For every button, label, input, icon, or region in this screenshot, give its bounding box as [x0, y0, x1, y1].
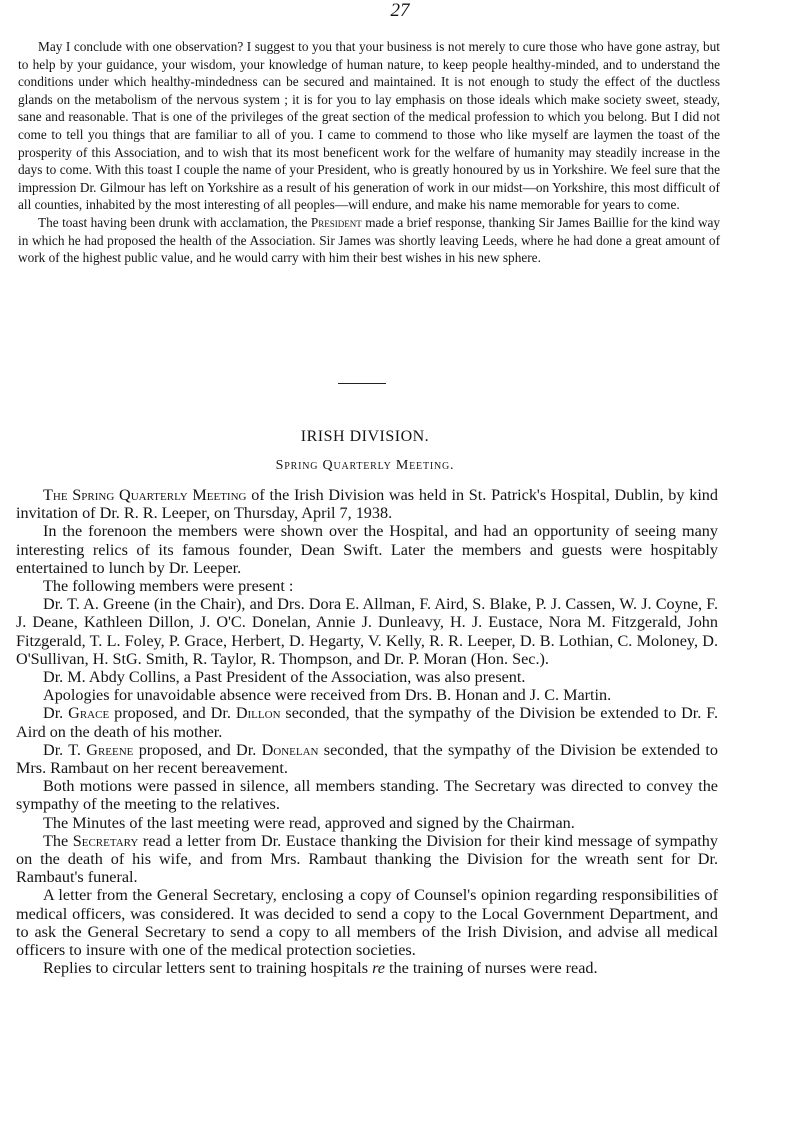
meeting-minutes — [16, 486, 718, 977]
paragraph: In the forenoon the members were shown over the Hospital, and had an opportunity of seeing many interesting relics of its famous founder, Dean Swift. Later the members and guests were hospitably entertained to lunch by Dr. Leeper. — [16, 522, 718, 577]
section-subheading: Spring Quarterly Meeting. — [275, 458, 455, 473]
toast-paragraph: The toast having been drunk with acclamation, the President made a brief response, thanking Sir James Baillie for the kind way in which he had proposed the health of the Association. Sir James was shortly leaving Leeds, where he had done a great amount of work of the highest public value, and he would carry with him their best wishes in his new sphere. — [18, 214, 720, 266]
closing-speech — [18, 38, 720, 267]
paragraph: Both motions were passed in silence, all members standing. The Secretary was directed to convey the sympathy of the meeting to the relatives. — [16, 777, 718, 814]
paragraph: Dr. T. Greene proposed, and Dr. Donelan seconded, that the sympathy of the Division be extended to Mrs. Rambaut on her recent bereavement. — [16, 740, 718, 778]
paragraph: The Secretary read a letter from Dr. Eustace thanking the Division for their kind message of sympathy on the death of his wife, and from Mrs. Rambaut thanking the Division for the wreath sent for Dr. Rambaut's funeral. — [16, 831, 718, 887]
section-divider — [338, 383, 386, 384]
paragraph: Replies to circular letters sent to training hospitals re the training of nurses were read. — [43, 959, 598, 978]
speech-paragraph: May I conclude with one observation? I suggest to you that your business is not merely to cure those who have gone astray, but to help by your guidance, your wisdom, your knowledge of human nature, to keep people healthy-minded, and to understand the conditions under which healthy-mindedness can be secured and maintained. It is not enough to study the effect of the ductless glands on the metabolism of the nervous system ; it is for you to lay emphasis on those ideals which make society sweet, steady, sane and reasonable. That is one of the privileges of the great section of the medical profession to which you belong. But I did not come to tell you things that are familiar to all of you. I came to commend to those who like myself are laymen the toast of the prosperity of this Association, and to wish that its most beneficent work for the welfare of humanity may steadily increase in the days to come. With this toast I couple the name of your President, who is greatly honoured by us in Yorkshire. We feel sure that the impression Dr. Gilmour has left on Yorkshire as a result of his generation of work in our midst—on Yorkshire, this most difficult of all counties, inhabited by the most interesting of all peoples—will endure, and make his name memorable for years to come. — [18, 39, 720, 213]
paragraph: Apologies for unavoidable absence were received from Drs. B. Honan and J. C. Martin. — [43, 686, 612, 705]
attendee-list: Dr. T. A. Greene (in the Chair), and Drs. Dora E. Allman, F. Aird, S. Blake, P. J. Cassen, W. J. Coyne, F. J. Deane, Kathleen Dillon, J. O'C. Donelan, Annie J. Dunleavy, H. J. Eustace, Nora M. Fitzgerald, John Fitzgerald, T. L. Foley, P. Grace, Herbert, D. Hegarty, V. Kelly, R. R. Leeper, D. B. Lothian, C. Moloney, D. O'Sullivan, H. StG. Smith, R. Taylor, R. Thompson, and Dr. P. Moran (Hon. Sec.). — [16, 595, 718, 668]
paragraph: The Spring Quarterly Meeting of the Irish Division was held in St. Patrick's Hospital, Dublin, by kind invitation of Dr. R. R. Leeper, on Thursday, April 7, 1938. — [16, 486, 718, 523]
page-number: 27 — [390, 0, 410, 21]
paragraph: The following members were present : — [43, 577, 294, 596]
section-heading: IRISH DIVISION. — [300, 428, 430, 445]
paragraph: The Minutes of the last meeting were read, approved and signed by the Chairman. — [43, 813, 575, 832]
paragraph: A letter from the General Secretary, enclosing a copy of Counsel's opinion regarding responsibilities of medical officers, was considered. It was decided to send a copy to the Local Government Department, and to ask the General Secretary to send a copy to all members of the Irish Division, and advise all medical officers to insure with one of the medical protection societies. — [16, 886, 718, 960]
paragraph: Dr. Grace proposed, and Dr. Dillon seconded, that the sympathy of the Division be extended to Dr. F. Aird on the death of his mother. — [16, 704, 719, 741]
paragraph: Dr. M. Abdy Collins, a Past President of the Association, was also present. — [43, 668, 526, 687]
